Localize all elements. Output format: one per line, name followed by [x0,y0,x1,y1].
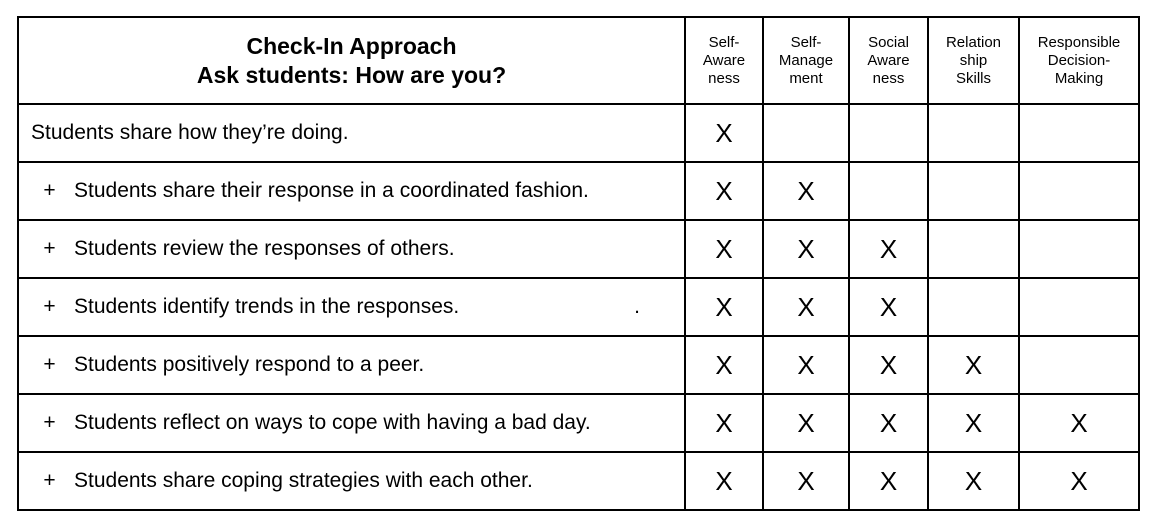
header-line: Skills [955,70,991,87]
mark-cell: X [685,452,763,510]
mark-cell: X [849,452,928,510]
mark-cell: X [685,278,763,336]
header-line: ment [789,70,823,87]
table-row [18,394,1139,452]
table-row [18,162,1139,220]
column-header-responsible-decision-making [1019,17,1139,104]
statement-text: Students identify trends in the responses. [74,295,460,318]
table-row [18,220,1139,278]
mark-cell [928,278,1019,336]
mark-cell [928,162,1019,220]
table-row [18,452,1139,510]
mark-cell: X [928,394,1019,452]
statement-cell [18,162,685,220]
mark-cell: X [685,104,763,162]
title-line-2: Ask students: How are you? [196,61,507,88]
statement-cell [18,220,685,278]
header-line: Decision- [1047,52,1111,69]
statement-cell [18,104,685,162]
mark-cell: X [763,220,849,278]
header-line: Social [868,34,909,51]
mark-cell: X [763,452,849,510]
header-line: Responsible [1037,34,1121,51]
plus-marker: + [43,179,56,202]
statement-cell [18,336,685,394]
sel-competency-table [17,16,1140,511]
column-header-self-management [763,17,849,104]
mark-cell: X [685,336,763,394]
mark-cell: X [849,336,928,394]
mark-cell [1019,162,1139,220]
statement-cell [18,278,685,336]
table-row [18,104,1139,162]
header-line: Making [1054,70,1104,87]
table-row [18,336,1139,394]
mark-cell: X [685,394,763,452]
column-header-self-awareness [685,17,763,104]
mark-cell [928,220,1019,278]
header-line: ship [959,52,988,69]
mark-cell [1019,336,1139,394]
mark-cell: X [763,162,849,220]
statement-text: Students positively respond to a peer. [74,353,425,376]
mark-cell: X [849,220,928,278]
header-line: Self- [790,34,822,51]
plus-marker: + [43,353,56,376]
statement-text: Students share their response in a coordinated fashion. [74,179,589,202]
header-row [18,17,1139,104]
table-row [18,278,1139,336]
mark-cell: X [685,162,763,220]
header-line: ness [872,70,905,87]
mark-cell: X [1019,394,1139,452]
statement-text: Students share coping strategies with each other. [74,469,533,492]
header-line: Manage [778,52,834,69]
statement-text: Students share how they’re doing. [31,121,349,144]
mark-cell: X [763,336,849,394]
header-line: Self- [708,34,740,51]
mark-cell [763,104,849,162]
plus-marker: + [43,411,56,434]
mark-cell: X [849,394,928,452]
statement-text: Students reflect on ways to cope with having a bad day. [74,411,591,434]
mark-cell [928,104,1019,162]
mark-cell [1019,278,1139,336]
header-line: Aware [867,52,910,69]
column-header-relationship-skills [928,17,1019,104]
mark-cell: X [763,278,849,336]
mark-cell [849,162,928,220]
mark-cell [849,104,928,162]
mark-cell: X [849,278,928,336]
statement-text: Students review the responses of others. [74,237,455,260]
plus-marker: + [43,237,56,260]
mark-cell [1019,104,1139,162]
table-title [18,17,685,104]
mark-cell: X [763,394,849,452]
header-line: Relation [945,34,1002,51]
stray-period: . [634,295,640,318]
plus-marker: + [43,295,56,318]
column-header-social-awareness [849,17,928,104]
statement-cell [18,452,685,510]
mark-cell: X [685,220,763,278]
header-line: ness [708,70,740,87]
mark-cell: X [928,452,1019,510]
title-line-1: Check-In Approach [246,32,457,59]
mark-cell: X [928,336,1019,394]
plus-marker: + [43,469,56,492]
header-line: Aware [702,52,746,69]
mark-cell [1019,220,1139,278]
statement-cell [18,394,685,452]
mark-cell: X [1019,452,1139,510]
